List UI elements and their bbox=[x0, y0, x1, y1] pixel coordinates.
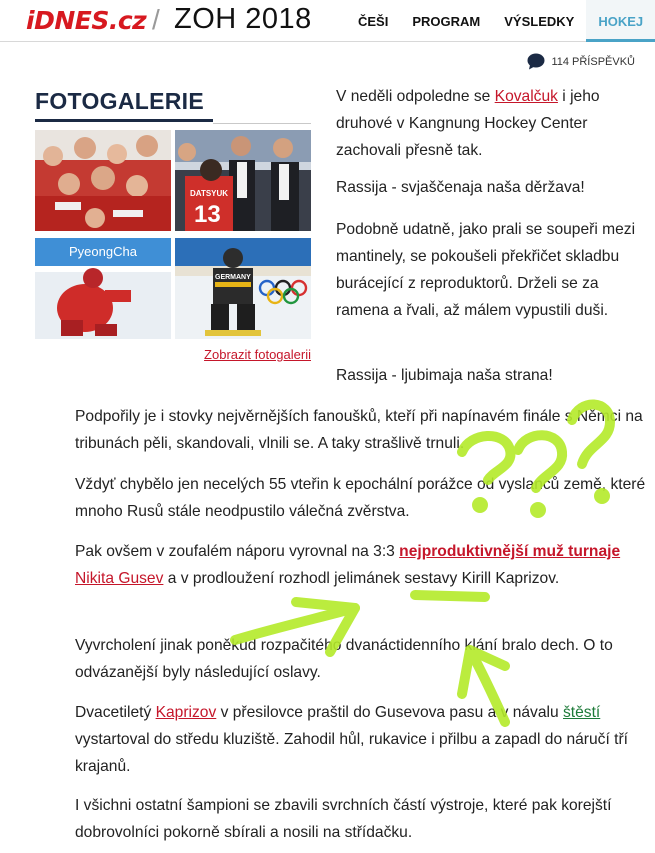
nav-item-program[interactable]: PROGRAM bbox=[412, 14, 481, 29]
nav-item-hokej[interactable]: HOKEJ bbox=[586, 0, 655, 42]
jersey-number: 13 bbox=[194, 201, 221, 228]
link-kaprizov[interactable]: Kaprizov bbox=[155, 704, 217, 721]
title-separator: / bbox=[152, 4, 160, 35]
gallery-photo-german-player[interactable] bbox=[175, 238, 311, 339]
article-paragraph-2: Rassija - svjaščenaja naša děržava! bbox=[336, 179, 585, 196]
link-nikita-gusev[interactable]: Nikita Gusev bbox=[75, 570, 164, 587]
shirt-text: GERMANY bbox=[215, 274, 251, 281]
link-stesti[interactable]: štěstí bbox=[563, 704, 601, 721]
section-title[interactable]: ZOH 2018 bbox=[174, 3, 312, 35]
gallery-thumbnails bbox=[35, 130, 311, 339]
comments-count: 114 PŘÍSPĚVKŮ bbox=[551, 55, 635, 68]
article-paragraph-10: I všichni ostatní šampioni se zbavili svrchních částí výstroje, které pak korejští dobrovolníci pokorně sbírali a nosili na střídačku. bbox=[75, 797, 612, 841]
gallery-photo-celebration[interactable] bbox=[35, 130, 171, 231]
nav-item-vysledky[interactable]: VÝSLEDKY bbox=[504, 14, 575, 29]
article-paragraph-1: V neděli odpoledne se Kovalčuk i jeho druhové v Kangnung Hockey Center zachovali přesně tak. bbox=[336, 88, 600, 159]
article-paragraph-6: Vždyť chybělo jen necelých 55 vteřin k epochální porážce od vyslanců země, které mnoho Rusů stále neodpustilo válečná zvěrstva. bbox=[75, 476, 646, 520]
comments-link[interactable] bbox=[527, 53, 635, 70]
show-gallery-link[interactable]: Zobrazit fotogalerii bbox=[204, 347, 311, 362]
article-paragraph-8: Vyvrcholení jinak poněkud rozpačitého dvanáctidenního klání bralo dech. O to odvázanější byly následující oslavy. bbox=[75, 637, 613, 681]
gallery-photo-coaches[interactable] bbox=[175, 130, 311, 231]
nav-item-cesi[interactable]: ČEŠI bbox=[358, 14, 389, 29]
article-paragraph-4: Rassija - ljubimaja naša strana! bbox=[336, 367, 553, 384]
gallery-title: FOTOGALERIE bbox=[35, 88, 213, 122]
article-paragraph-3: Podobně udatně, jako prali se soupeři mezi mantinely, se pokoušeli překřičet skladbu burácející z reproduktorů. Drželi se za ramena a řvali, až málem vypustili duši. bbox=[336, 221, 636, 319]
underline-drawing bbox=[415, 595, 485, 597]
top-nav bbox=[346, 0, 655, 42]
link-most-productive[interactable]: nejproduktivnější muž turnaje bbox=[399, 543, 621, 560]
idnes-logo[interactable]: iDNES.cz bbox=[26, 6, 147, 35]
photo-gallery bbox=[35, 88, 311, 362]
article-paragraph-5: Podpořily je i stovky nejvěrnějších fanoušků, kteří při napínavém finále s Němci na tribunách pěli, skandovali, vlnili se. A taky strašlivě trnuli. bbox=[75, 408, 643, 452]
article-paragraph-9: Dvacetiletý Kaprizov v přesilovce praštil do Gusevova pasu a v návalu štěstí vystartoval do středu kluziště. Zahodil hůl, rukavice i přilbu a zapadl do náručí tří krajanů. bbox=[75, 704, 628, 775]
gallery-photo-player-ice[interactable] bbox=[35, 238, 171, 339]
speech-bubble-icon bbox=[527, 53, 545, 70]
link-kovalcuk[interactable]: Kovalčuk bbox=[494, 88, 558, 105]
article-paragraph-7: Pak ovšem v zoufalém náporu vyrovnal na 3:3 nejproduktivnější muž turnaje Nikita Gusev a v prodloužení rozhodl jelimánek sestavy Kirill Kaprizov. bbox=[75, 543, 621, 587]
gallery-title-divider bbox=[213, 123, 311, 124]
site-header bbox=[0, 0, 655, 42]
rink-banner-text: PyeongCha bbox=[69, 244, 137, 259]
jersey-name: DATSYUK bbox=[190, 189, 229, 198]
